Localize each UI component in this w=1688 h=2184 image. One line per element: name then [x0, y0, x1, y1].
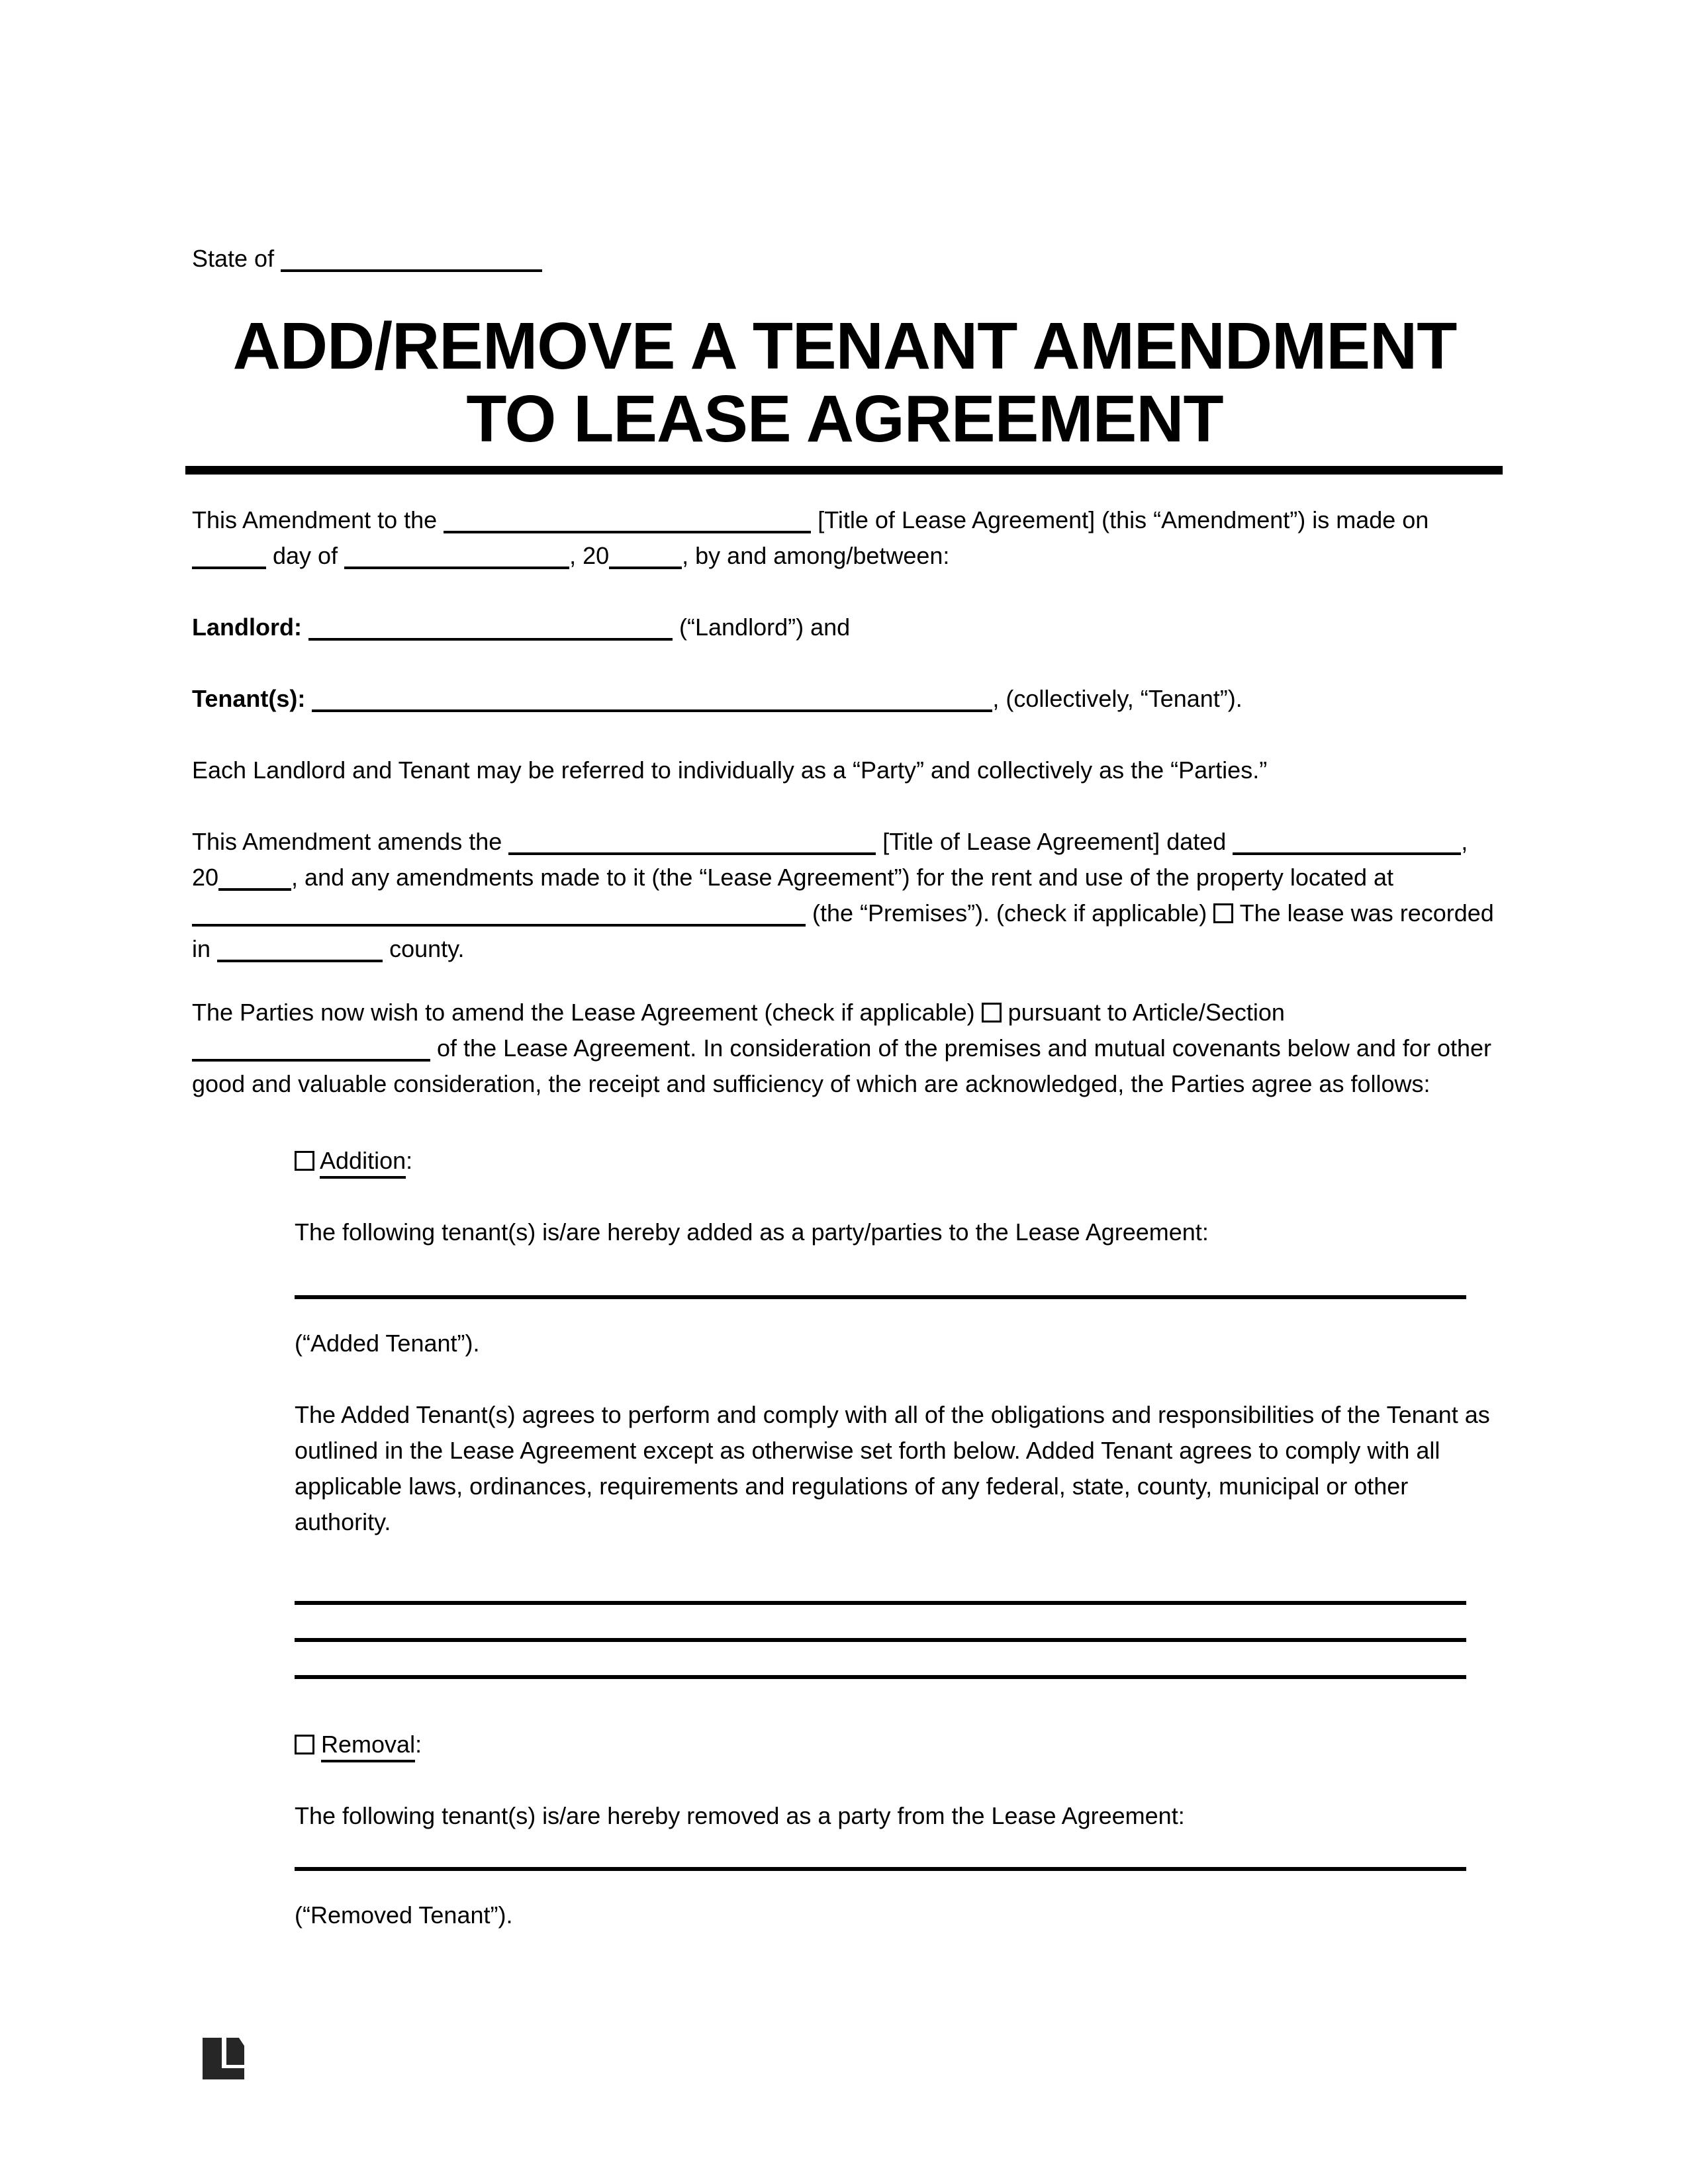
amends-text: [Title of Lease Agreement] dated [882, 828, 1227, 855]
tenant-after-text: , (collectively, “Tenant”). [992, 685, 1243, 712]
addition-write-line-2[interactable] [295, 1638, 1466, 1642]
amends-text: This Amendment amends the [192, 828, 502, 855]
lease-title-blank-field[interactable] [444, 525, 811, 533]
property-address-blank-field[interactable] [192, 919, 806, 927]
addition-heading-colon: : [406, 1147, 413, 1174]
landlord-label: Landlord: [192, 614, 302, 641]
logo-page-icon [226, 2038, 244, 2065]
document-content [192, 241, 1497, 1933]
amends-lease-title-blank-field[interactable] [508, 847, 876, 855]
addition-write-line-3[interactable] [295, 1675, 1466, 1679]
wish-text: pursuant to Article/Section [1008, 999, 1285, 1026]
parties-paragraph: Each Landlord and Tenant may be referred to individually as a “Party” and collectively as the “Parties.” [192, 756, 1268, 784]
document-title [192, 310, 1497, 455]
wish-paragraph [192, 995, 1497, 1102]
addition-write-line-1[interactable] [295, 1601, 1466, 1605]
tenant-label: Tenant(s): [192, 685, 306, 712]
removal-checkbox[interactable] [295, 1735, 314, 1754]
title-line-2: TO LEASE AGREEMENT [466, 382, 1223, 456]
lease-recorded-checkbox[interactable] [1213, 903, 1233, 923]
intro-text: [Title of Lease Agreement] (this “Amendment”) is made on [818, 506, 1429, 533]
intro-text: This Amendment to the [192, 506, 438, 533]
intro-text: , by and among/between: [682, 542, 950, 569]
pursuant-checkbox[interactable] [982, 1003, 1002, 1023]
addition-heading: Addition [320, 1147, 406, 1179]
amends-text: , 20 [192, 828, 1468, 891]
article-section-blank-field[interactable] [192, 1054, 430, 1062]
state-line [192, 241, 1497, 277]
intro-text: , 20 [569, 542, 610, 569]
addition-obligations: The Added Tenant(s) agrees to perform and comply with all of the obligations and responsibilities of the Tenant as outlined in the Lease Agreement except as otherwise set forth below. Added Tenant agrees to comply with all applicable laws, ordinances, requirements and regulations of any federal, state, county, municipal or other authority. [295, 1401, 1490, 1535]
amends-text: , and any amendments made to it (the “Lease Agreement”) for the rent and use of the property located at [291, 864, 1394, 891]
year-blank-field[interactable] [609, 561, 682, 569]
intro-text: day of [273, 542, 338, 569]
legal-templates-logo [203, 2038, 244, 2079]
removed-tenant-write-line[interactable] [295, 1867, 1466, 1871]
addition-intro: The following tenant(s) is/are hereby added as a party/parties to the Lease Agreement: [295, 1218, 1209, 1246]
removed-tenant-caption: (“Removed Tenant”). [295, 1901, 513, 1929]
title-line-1: ADD/REMOVE A TENANT AMENDMENT [232, 309, 1457, 383]
wish-text: of the Lease Agreement. In consideration of the premises and mutual covenants below and for other good and valuable consideration, the receipt and sufficiency of which are acknowledged, the Parties agree as follows: [192, 1034, 1491, 1097]
state-label: State of [192, 245, 275, 272]
intro-paragraph [192, 502, 1497, 574]
tenant-line [192, 681, 1497, 717]
county-blank-field[interactable] [217, 954, 383, 962]
tenant-names-blank-field[interactable] [312, 704, 992, 712]
amends-date-blank-field[interactable] [1233, 847, 1461, 855]
removal-heading: Removal [321, 1731, 415, 1762]
removal-heading-colon: : [415, 1731, 422, 1758]
amends-text: The lease was recorded in [192, 899, 1494, 962]
landlord-line [192, 610, 1497, 645]
removal-heading-line [295, 1727, 1497, 1762]
title-divider-rule [185, 466, 1503, 475]
landlord-name-blank-field[interactable] [308, 633, 673, 641]
landlord-after-text: (“Landlord”) and [679, 614, 851, 641]
addition-checkbox[interactable] [295, 1151, 314, 1171]
removal-intro: The following tenant(s) is/are hereby removed as a party from the Lease Agreement: [295, 1802, 1185, 1829]
added-tenant-caption: (“Added Tenant”). [295, 1330, 480, 1357]
added-tenant-write-line[interactable] [295, 1295, 1466, 1299]
addition-heading-line [295, 1143, 1497, 1179]
logo-l-base [203, 2068, 244, 2079]
amends-text: county. [389, 935, 465, 962]
amends-year-blank-field[interactable] [218, 883, 291, 891]
amends-paragraph [192, 824, 1497, 967]
addition-section [295, 1143, 1497, 1933]
month-blank-field[interactable] [344, 561, 569, 569]
state-blank-field[interactable] [281, 264, 542, 272]
day-blank-field[interactable] [192, 561, 266, 569]
wish-text: The Parties now wish to amend the Lease Agreement (check if applicable) [192, 999, 975, 1026]
amends-text: (the “Premises”). (check if applicable) [812, 899, 1207, 927]
